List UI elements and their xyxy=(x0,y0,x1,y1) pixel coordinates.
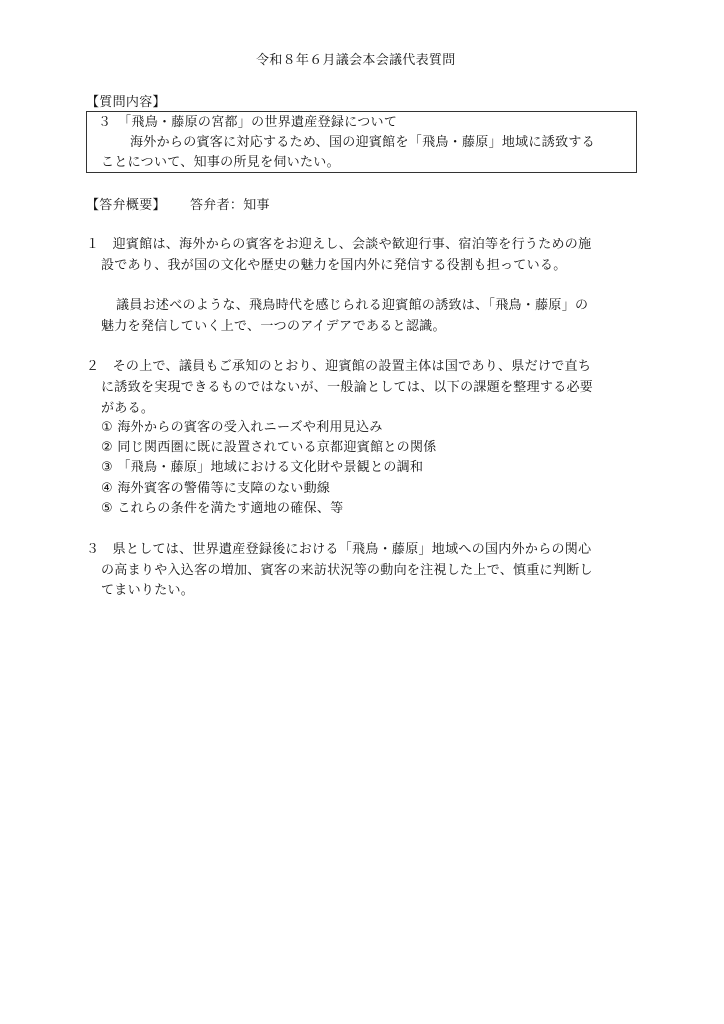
answer-heading: 【答弁概要】 xyxy=(86,198,166,213)
answer-section-1-paragraph-line: 議員お述べのような、飛鳥時代を感じられる迎賓館の誘致は、「飛鳥・藤原」の xyxy=(116,298,589,313)
respondent-label: 答弁者：知事 xyxy=(190,198,270,213)
answer-section-2-line: に誘致を実現できるものではないが、一般論としては、以下の課題を整理する必要 xyxy=(101,380,594,395)
issue-list-item: ④ 海外賓客の警備等に支障のない動線 xyxy=(101,481,331,496)
document-title: 令和８年６月議会本会議代表質問 xyxy=(256,53,456,68)
issue-list-item: ③ 「飛鳥・藤原」地域における文化財や景観との調和 xyxy=(101,460,424,475)
answer-section-3-line: てまいりたい。 xyxy=(101,583,195,598)
answer-section-1-line: 設であり、我が国の文化や歴史の魅力を国内外に発信する役割も担っている。 xyxy=(101,258,567,273)
question-line: 海外からの賓客に対応するため、国の迎賓館を「飛鳥・藤原」地域に誘致する xyxy=(130,135,595,150)
answer-section-3-line: の高まりや入込客の増加、賓客の来訪状況等の動向を注視した上で、慎重に判断し xyxy=(101,563,593,578)
issue-list-item: ① 海外からの賓客の受入れニーズや利用見込み xyxy=(101,420,383,435)
issue-list-item: ② 同じ関西圏に既に設置されている京都迎賓館との関係 xyxy=(101,440,437,455)
issue-list-item: ⑤ これらの条件を満たす適地の確保、等 xyxy=(101,501,344,516)
answer-section-1-line: １ 迎賓館は、海外からの賓客をお迎えし、会談や歓迎行事、宿泊等を行うための施 xyxy=(86,237,592,252)
answer-section-1-paragraph-line: 魅力を発信していく上で、一つのアイデアであると認識。 xyxy=(101,319,446,334)
answer-section-2-line: ２ その上で、議員もご承知のとおり、迎賓館の設置主体は国であり、県だけで直ち xyxy=(86,359,592,374)
question-line: ことについて、知事の所見を伺いたい。 xyxy=(101,155,340,170)
answer-section-3-line: ３ 県としては、世界遺産登録後における「飛鳥・藤原」地域への国内外からの関心 xyxy=(86,542,592,557)
answer-section-2-line: がある。 xyxy=(101,401,155,416)
question-line: ３ 「飛鳥・藤原の宮都」の世界遺産登録について xyxy=(98,115,398,130)
question-heading: 【質問内容】 xyxy=(86,95,166,110)
